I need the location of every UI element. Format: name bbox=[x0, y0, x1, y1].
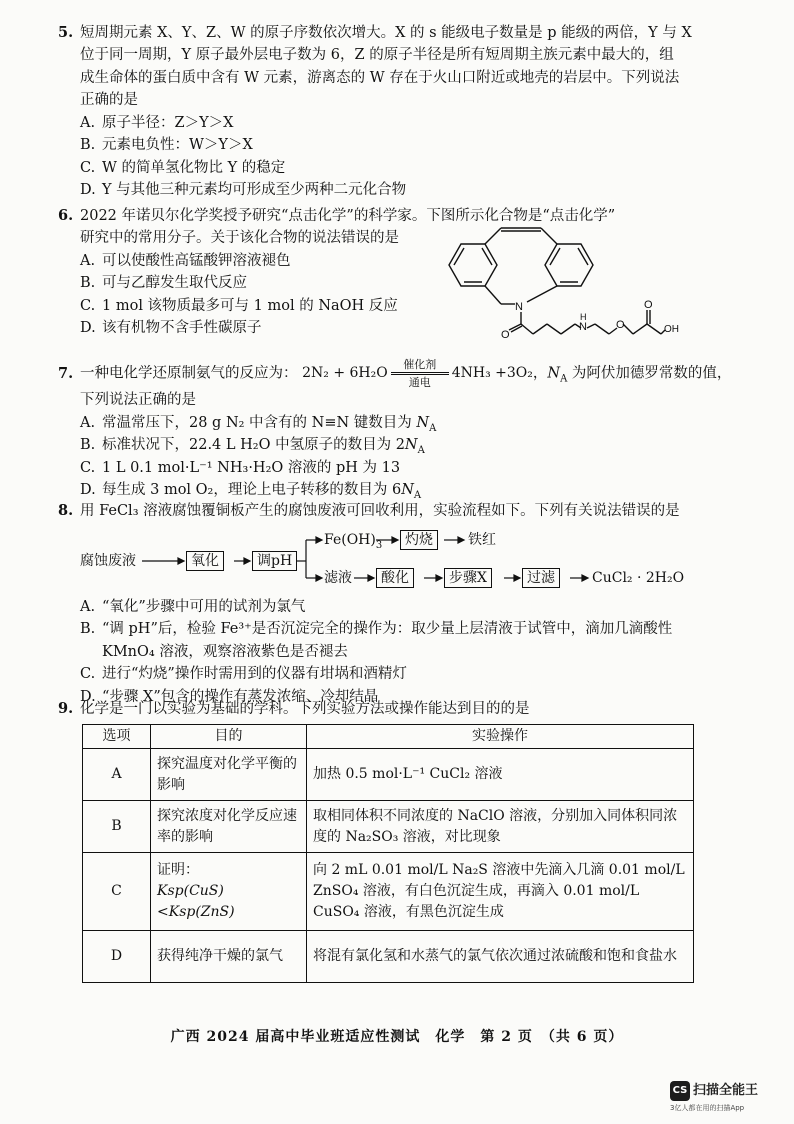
flow-step-filter: 过滤 bbox=[522, 568, 560, 588]
option-a: A. 原子半径：Z＞Y＞X bbox=[80, 114, 234, 131]
atom-oh: OH bbox=[664, 324, 679, 335]
question-5 bbox=[58, 22, 763, 202]
experiment-table bbox=[82, 724, 694, 983]
question-8 bbox=[58, 500, 763, 522]
option-d: D. Y 与其他三种元素均可形成至少两种二元化合物 bbox=[80, 182, 407, 199]
stem-text: 一种电化学还原制氨气的反应为： bbox=[80, 365, 298, 382]
atom-o: O bbox=[501, 329, 510, 341]
equation-reactants: 2N₂ + 6H₂O bbox=[302, 364, 388, 381]
process-flow-diagram bbox=[80, 530, 700, 592]
question-9 bbox=[58, 698, 763, 720]
option-a: A. “氧化”步骤中可用的试剂为氯气 bbox=[80, 599, 306, 615]
question-number: 5. bbox=[58, 24, 74, 41]
option-c: C. 1 mol 该物质最多可与 1 mol 的 NaOH 反应 bbox=[80, 297, 398, 314]
stem-line: 短周期元素 X、Y、Z、W 的原子序数依次增大。X 的 s 能级电子数量是 p 能级的两倍，Y 与 X bbox=[80, 25, 692, 41]
operation-cell: 加热 0.5 mol·L⁻¹ CuCl₂ 溶液 bbox=[307, 749, 694, 801]
question-number: 9. bbox=[58, 700, 74, 717]
flow-feoh3: $Fe(OH)_3$ bbox=[324, 532, 383, 551]
option-c: C. 1 L 0.1 mol·L⁻¹ NH₃·H₂O 溶液的 pH 为 13 bbox=[80, 459, 401, 476]
punct: ， bbox=[532, 365, 548, 382]
stem-text: 为阿伏加德罗常数的值， bbox=[567, 365, 732, 382]
option-cell: A bbox=[83, 749, 151, 801]
flow-step-burn: 灼烧 bbox=[400, 530, 438, 550]
option-c: C. 进行“灼烧”操作时需用到的仪器有坩埚和酒精灯 bbox=[80, 666, 407, 683]
reaction-condition bbox=[391, 358, 449, 389]
question-number: 6. bbox=[58, 207, 74, 224]
purpose-cell: 探究浓度对化学反应速率的影响 bbox=[151, 801, 307, 853]
option-cell: C bbox=[83, 853, 151, 931]
stem-line: 正确的是 bbox=[80, 92, 138, 109]
option-d: D. “步骤 X”包含的操作有蒸发浓缩、冷却结晶 bbox=[80, 688, 379, 705]
equals-line bbox=[391, 372, 449, 373]
stem-line: 2022 年诺贝尔化学奖授予研究“点击化学”的科学家。下图所示化合物是“点击化学” bbox=[80, 208, 616, 224]
stem-line: 用 FeCl₃ 溶液腐蚀覆铜板产生的腐蚀废液可回收利用，实验流程如下。下列有关说法错误的是 bbox=[80, 503, 680, 519]
stem-line: 下列说法正确的是 bbox=[80, 392, 196, 409]
electrolysis-label: 通电 bbox=[408, 376, 431, 390]
option-cell: B bbox=[83, 801, 151, 853]
option-cell: D bbox=[83, 931, 151, 983]
question-number: 8. bbox=[58, 502, 74, 519]
stem-line: 化学是一门以实验为基础的学科。下列实验方法或操作能达到目的的是 bbox=[80, 701, 530, 717]
operation-cell: 将混有氯化氢和水蒸气的氯气依次通过浓硫酸和饱和食盐水 bbox=[307, 931, 694, 983]
option-d: D. 该有机物不含手性碳原子 bbox=[80, 320, 262, 337]
page-footer: 广西 2024 届高中毕业班适应性测试 化学 第 2 页 （共 6 页） bbox=[170, 1029, 624, 1045]
option-b: B. 标准状况下，22.4 L H₂O 中氢原子的数目为 $2N_A$ bbox=[80, 437, 425, 457]
option-d: D. 每生成 3 mol O₂，理论上电子转移的数目为 $6N_A$ bbox=[80, 482, 422, 502]
atom-n: N bbox=[579, 321, 587, 333]
atom-h: H bbox=[580, 312, 587, 322]
option-a: A. 常温常压下，28 g N₂ 中含有的 N≡N 键数目为 $N_A$ bbox=[80, 414, 437, 434]
option-b: B. 可与乙醇发生取代反应 bbox=[80, 275, 247, 292]
stem-line: 成生命体的蛋白质中含有 W 元素，游离态的 W 存在于火山口附近或地壳的岩层中。下列说法 bbox=[80, 69, 680, 86]
watermark-tagline: 3亿人都在用的扫描App bbox=[670, 1104, 745, 1113]
option-c: C. W 的简单氢化物比 Y 的稳定 bbox=[80, 159, 286, 176]
option-a: A. 可以使酸性高锰酸钾溶液褪色 bbox=[80, 252, 291, 269]
atom-o: O bbox=[644, 299, 653, 311]
flow-iron-red: 铁红 bbox=[468, 532, 496, 548]
flow-step-acidify: 酸化 bbox=[376, 568, 414, 588]
scanner-watermark bbox=[670, 1080, 780, 1114]
stem-line: 位于同一周期，Y 原子最外层电子数为 6，Z 的原子半径是所有短周期主族元素中最大的，组 bbox=[80, 47, 674, 64]
reaction-equation bbox=[302, 358, 533, 389]
flow-filtrate: 滤液 bbox=[324, 570, 352, 586]
question-number: 7. bbox=[58, 364, 74, 382]
stem-line: 研究中的常用分子。关于该化合物的说法错误的是 bbox=[80, 230, 399, 247]
atom-n: N bbox=[515, 301, 523, 313]
option-b-cont: KMnO₄ 溶液，观察溶液紫色是否褪去 bbox=[102, 643, 348, 660]
table-header: 实验操作 bbox=[307, 725, 694, 749]
table-row bbox=[83, 853, 694, 931]
table-row bbox=[83, 931, 694, 983]
purpose-cell: 探究温度对化学平衡的影响 bbox=[151, 749, 307, 801]
option-b: B. 元素电负性：W＞Y＞X bbox=[80, 137, 253, 154]
flow-step-oxidize: 氧化 bbox=[186, 551, 224, 571]
molecule-structure bbox=[435, 220, 685, 345]
atom-o: O bbox=[616, 319, 625, 331]
catalyst-label: 催化剂 bbox=[403, 358, 437, 371]
flow-step-adjust-ph: 调pH bbox=[252, 551, 297, 571]
table-row bbox=[83, 801, 694, 853]
table-header-row bbox=[83, 725, 694, 749]
operation-cell: 取相同体积不同浓度的 NaClO 溶液，分别加入同体积同浓度的 Na₂SO₃ 溶液，对比现象 bbox=[307, 801, 694, 853]
table-row bbox=[83, 749, 694, 801]
table-header: 选项 bbox=[83, 725, 151, 749]
avogadro-sub: A bbox=[560, 373, 568, 385]
watermark-name: 扫描全能王 bbox=[693, 1082, 759, 1098]
avogadro-symbol: N bbox=[547, 365, 561, 382]
purpose-cell: 证明： Ksp(CuS)<Ksp(ZnS) bbox=[151, 853, 307, 931]
purpose-cell: 获得纯净干燥的氯气 bbox=[151, 931, 307, 983]
flow-product: CuCl₂ · 2H₂O bbox=[592, 570, 685, 586]
flow-waste-liquid: 腐蚀废液 bbox=[80, 553, 136, 569]
camscanner-logo-icon: CS bbox=[670, 1081, 690, 1101]
equation-products: 4NH₃ +3O₂ bbox=[451, 364, 533, 381]
question-8-options bbox=[58, 596, 763, 708]
option-b: B. “调 pH”后，检验 Fe³⁺是否沉淀完全的操作为：取少量上层清液于试管中，滴加几滴酸性 bbox=[80, 621, 673, 638]
flow-step-x: 步骤X bbox=[444, 568, 492, 588]
question-7 bbox=[58, 358, 763, 502]
table-header: 目的 bbox=[151, 725, 307, 749]
operation-cell: 向 2 mL 0.01 mol/L Na₂S 溶液中先滴入几滴 0.01 mol/L ZnSO₄ 溶液，有白色沉淀生成，再滴入 0.01 mol/L CuSO₄ 溶液，有黑色沉淀生成 bbox=[307, 853, 694, 931]
